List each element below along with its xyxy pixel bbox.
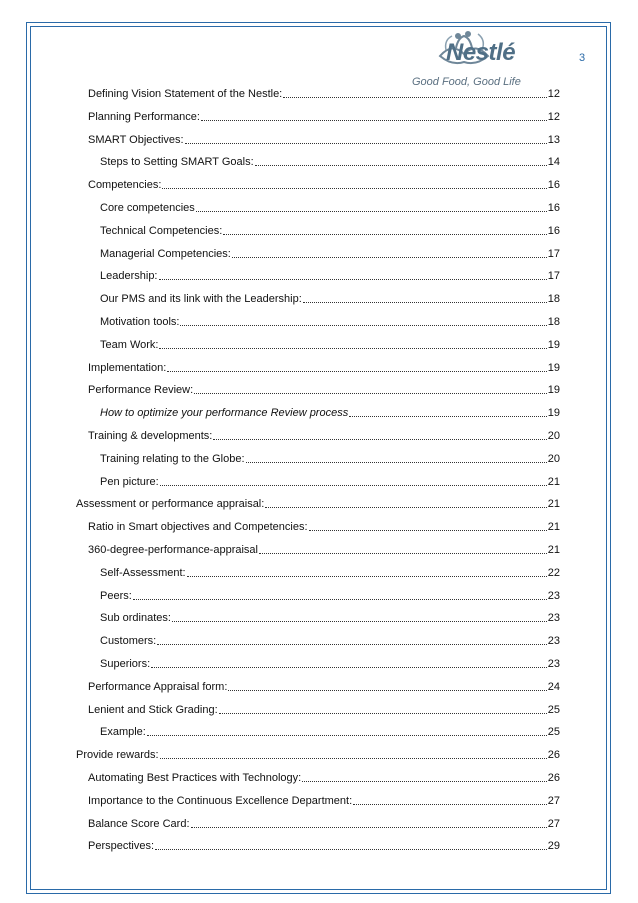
toc-entry-title: Lenient and Stick Grading: [88, 704, 218, 716]
toc-dot-leader [228, 679, 546, 691]
toc-entry-title: Training & developments: [88, 430, 213, 442]
toc-entry-title: Implementation: [88, 362, 167, 374]
toc-entry[interactable] [88, 428, 560, 444]
toc-entry-page: 16 [547, 179, 560, 191]
toc-entry-title: SMART Objectives: [88, 134, 184, 146]
toc-entry-page: 19 [547, 362, 560, 374]
toc-entry-page: 12 [547, 88, 560, 100]
toc-entry-page: 29 [547, 840, 560, 852]
toc-entry-title: Planning Performance: [88, 111, 200, 123]
toc-dot-leader [155, 838, 547, 850]
toc-dot-leader [213, 428, 546, 440]
toc-entry-title: Motivation tools: [100, 316, 180, 328]
toc-entry-page: 23 [547, 635, 560, 647]
toc-entry-title: Assessment or performance appraisal: [76, 498, 265, 510]
toc-dot-leader [160, 747, 547, 759]
toc-entry-page: 27 [547, 818, 560, 830]
toc-dot-leader [185, 132, 547, 144]
toc-dot-leader [180, 314, 546, 326]
toc-entry-title: Leadership: [100, 270, 158, 282]
toc-dot-leader [303, 291, 547, 303]
toc-entry-page: 13 [547, 134, 560, 146]
toc-entry-page: 19 [547, 407, 560, 419]
toc-entry[interactable] [100, 610, 560, 626]
toc-entry[interactable] [76, 747, 560, 763]
toc-entry[interactable] [88, 793, 560, 809]
toc-entry-title: Superiors: [100, 658, 151, 670]
toc-entry-title: Core competencies [100, 202, 195, 214]
toc-dot-leader [255, 154, 547, 166]
toc-entry[interactable] [100, 565, 560, 581]
toc-entry[interactable] [88, 702, 560, 718]
toc-entry[interactable] [100, 451, 560, 467]
toc-entry-title: Managerial Competencies: [100, 248, 231, 260]
toc-entry[interactable] [88, 109, 560, 125]
toc-entry-title: Customers: [100, 635, 157, 647]
toc-dot-leader [157, 633, 547, 645]
toc-entry-title: How to optimize your performance Review process [100, 407, 349, 419]
toc-entry[interactable] [100, 268, 560, 284]
toc-entry[interactable] [100, 223, 560, 239]
toc-entry-title: Peers: [100, 590, 132, 602]
toc-entry-page: 23 [547, 658, 560, 670]
toc-entry-page: 18 [547, 316, 560, 328]
toc-entry-title: Defining Vision Statement of the Nestle: [88, 88, 283, 100]
toc-entry[interactable] [100, 474, 560, 490]
toc-entry-page: 16 [547, 202, 560, 214]
nestle-logo [398, 26, 558, 90]
toc-entry-page: 16 [547, 225, 560, 237]
toc-dot-leader [194, 382, 547, 394]
toc-entry-page: 17 [547, 248, 560, 260]
toc-entry[interactable] [100, 337, 560, 353]
toc-entry-page: 20 [547, 453, 560, 465]
toc-entry-page: 23 [547, 612, 560, 624]
toc-entry-title: Steps to Setting SMART Goals: [100, 156, 254, 168]
toc-entry[interactable] [100, 656, 560, 672]
toc-entry-page: 25 [547, 726, 560, 738]
toc-entry-title: Ratio in Smart objectives and Competencies: [88, 521, 308, 533]
toc-entry-page: 12 [547, 111, 560, 123]
toc-entry[interactable] [100, 291, 560, 307]
toc-entry-page: 27 [547, 795, 560, 807]
toc-dot-leader [302, 770, 547, 782]
toc-entry-page: 21 [547, 521, 560, 533]
toc-entry-page: 18 [547, 293, 560, 305]
toc-dot-leader [159, 337, 546, 349]
toc-entry-title: Team Work: [100, 339, 159, 351]
toc-entry[interactable] [88, 838, 560, 854]
toc-dot-leader [159, 268, 547, 280]
toc-entry-title: Automating Best Practices with Technology: [88, 772, 302, 784]
toc-entry[interactable] [100, 588, 560, 604]
toc-dot-leader [309, 519, 547, 531]
toc-entry-page: 26 [547, 772, 560, 784]
toc-dot-leader [246, 451, 547, 463]
logo-tagline: Good Food, Good Life [412, 76, 521, 88]
toc-entry[interactable] [100, 154, 560, 170]
page-number: 3 [579, 52, 586, 64]
toc-entry-title: Importance to the Continuous Excellence Department: [88, 795, 353, 807]
toc-entry-title: Performance Review: [88, 384, 194, 396]
toc-entry-title: Balance Score Card: [88, 818, 190, 830]
toc-entry[interactable] [88, 519, 560, 535]
toc-entry-page: 19 [547, 339, 560, 351]
toc-entry[interactable] [88, 542, 560, 558]
toc-entry-page: 21 [547, 498, 560, 510]
toc-entry-page: 17 [547, 270, 560, 282]
toc-entry[interactable] [100, 633, 560, 649]
toc-dot-leader [259, 542, 547, 554]
toc-entry-title: Example: [100, 726, 146, 738]
toc-entry[interactable] [88, 86, 560, 102]
toc-entry-page: 20 [547, 430, 560, 442]
toc-entry-page: 26 [547, 749, 560, 761]
toc-dot-leader [167, 360, 546, 372]
toc-entry[interactable] [88, 382, 560, 398]
toc-dot-leader [151, 656, 547, 668]
toc-dot-leader [172, 610, 547, 622]
toc-entry[interactable] [88, 360, 560, 376]
toc-entry-page: 21 [547, 476, 560, 488]
toc-entry-title: Performance Appraisal form: [88, 681, 228, 693]
toc-entry[interactable] [88, 770, 560, 786]
toc-entry[interactable] [100, 724, 560, 740]
toc-dot-leader [265, 496, 546, 508]
toc-dot-leader [223, 223, 546, 235]
toc-entry[interactable] [100, 200, 560, 216]
toc-entry-title: Sub ordinates: [100, 612, 171, 624]
toc-entry-page: 24 [547, 681, 560, 693]
toc-entry[interactable] [88, 132, 560, 148]
toc-dot-leader [191, 816, 547, 828]
toc-dot-leader [160, 474, 547, 486]
toc-dot-leader [133, 588, 547, 600]
toc-entry[interactable] [100, 314, 560, 330]
toc-dot-leader [219, 702, 547, 714]
toc-entry-title: Training relating to the Globe: [100, 453, 245, 465]
toc-entry-title: 360-degree-performance-appraisal [88, 544, 258, 556]
toc-entry-title: Perspectives: [88, 840, 155, 852]
toc-dot-leader [201, 109, 547, 121]
toc-entry-page: 22 [547, 567, 560, 579]
toc-entry[interactable] [88, 816, 560, 832]
toc-entry-title: Self-Assessment: [100, 567, 186, 579]
toc-dot-leader [187, 565, 547, 577]
toc-entry-page: 25 [547, 704, 560, 716]
toc-entry-page: 23 [547, 590, 560, 602]
toc-dot-leader [353, 793, 547, 805]
toc-dot-leader [349, 405, 547, 417]
toc-entry-title: Pen picture: [100, 476, 159, 488]
logo-wordmark: Nestlé [446, 39, 516, 66]
toc-entry[interactable] [76, 496, 560, 512]
toc-dot-leader [162, 177, 546, 189]
toc-entry-page: 19 [547, 384, 560, 396]
toc-entry[interactable] [88, 679, 560, 695]
toc-dot-leader [283, 86, 547, 98]
toc-dot-leader [196, 200, 547, 212]
toc-entry[interactable] [100, 405, 560, 421]
toc-entry-title: Provide rewards: [76, 749, 159, 761]
toc-entry-title: Competencies: [88, 179, 162, 191]
toc-entry-page: 14 [547, 156, 560, 168]
toc-entry-title: Technical Competencies: [100, 225, 223, 237]
toc-entry[interactable] [100, 246, 560, 262]
toc-dot-leader [232, 246, 547, 258]
toc-entry[interactable] [88, 177, 560, 193]
toc-entry-page: 21 [547, 544, 560, 556]
toc-entry-title: Our PMS and its link with the Leadership: [100, 293, 302, 305]
toc-dot-leader [147, 724, 547, 736]
